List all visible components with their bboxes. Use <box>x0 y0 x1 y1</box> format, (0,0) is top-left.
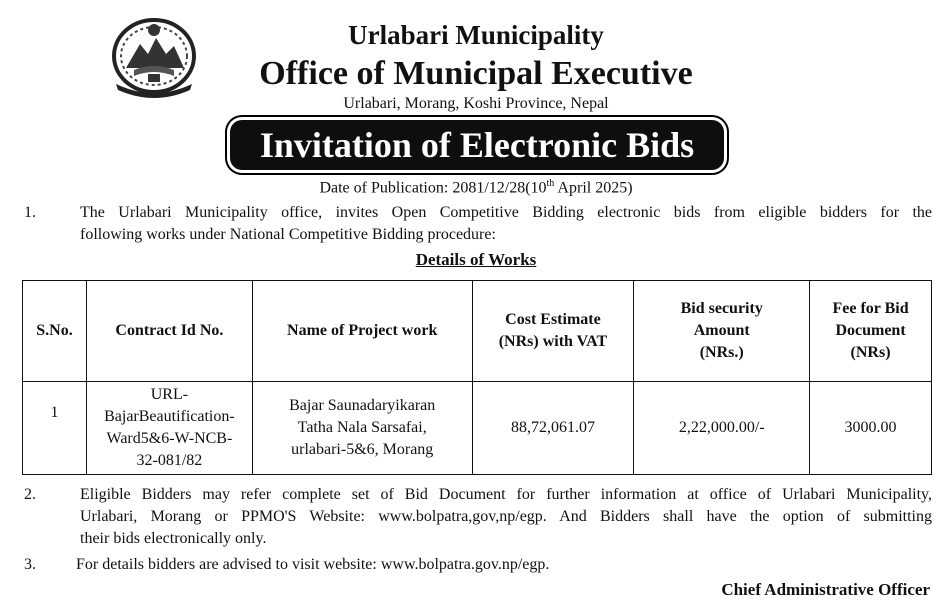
contract-line2: BajarBeautification- <box>104 408 235 425</box>
paragraph-1-line2: following works under National Competitive Bidding procedure: <box>80 226 496 243</box>
paragraph-1-number: 1. <box>24 204 36 221</box>
publication-date-sup: th <box>546 178 555 189</box>
cell-fee: 3000.00 <box>810 382 932 475</box>
table-header-row <box>23 281 932 382</box>
header-cost-line1: Cost Estimate <box>505 311 601 328</box>
paragraph-1-line1: The Urlabari Municipality office, invites Open Competitive Bidding electronic bids from eligible bidders for the <box>80 204 932 221</box>
paragraph-3-number: 3. <box>24 556 36 573</box>
contract-line3: Ward5&6-W-NCB- <box>106 430 233 447</box>
paragraph-2-line2: Urlabari, Morang or PPMO'S Website: www.bolpatra,gov,np/egp. And Bidders shall have the option of submitting <box>80 508 932 525</box>
paragraph-2-line3: their bids electronically only. <box>80 530 267 547</box>
contract-line4: 32-081/82 <box>136 452 203 469</box>
paragraph-2-line1: Eligible Bidders may refer complete set of Bid Document for further information at office of Urlabari Municipality, <box>80 486 932 503</box>
publication-date <box>0 178 952 197</box>
municipality-name: Urlabari Municipality <box>348 20 604 50</box>
header-security-line3: (NRs.) <box>699 344 744 361</box>
header-fee <box>810 281 932 382</box>
paragraph-2 <box>80 484 932 550</box>
paragraph-2-number: 2. <box>24 486 36 503</box>
cell-cost-estimate: 88,72,061.07 <box>472 382 634 475</box>
paragraph-3: For details bidders are advised to visit website: www.bolpatra.gov.np/egp. <box>76 556 550 573</box>
header-fee-line1: Fee for Bid <box>832 300 909 317</box>
cell-project-name <box>252 382 472 475</box>
cell-contract-id <box>86 382 252 475</box>
signatory-title: Chief Administrative Officer <box>721 580 930 599</box>
cell-bid-security: 2,22,000.00/- <box>634 382 810 475</box>
office-address: Urlabari, Morang, Koshi Province, Nepal <box>343 95 609 112</box>
project-line2: Tatha Nala Sarsafai, <box>297 419 427 436</box>
header-cost-line2: (NRs) with VAT <box>498 333 608 350</box>
details-of-works-title: Details of Works <box>415 250 537 269</box>
header-bid-security <box>634 281 810 382</box>
contract-line1: URL- <box>150 386 189 403</box>
header-security-line1: Bid security <box>680 300 763 317</box>
header-security-line2: Amount <box>693 322 750 339</box>
cell-sno: 1 <box>23 382 87 475</box>
project-line3: urlabari-5&6, Morang <box>291 441 434 458</box>
works-table <box>22 280 932 475</box>
publication-date-suffix: April 2025) <box>554 179 633 197</box>
header-contract-id: Contract Id No. <box>86 281 252 382</box>
header-fee-line3: (NRs) <box>850 344 891 361</box>
office-name: Office of Municipal Executive <box>259 55 693 92</box>
header-project-name: Name of Project work <box>252 281 472 382</box>
table-row <box>23 382 932 475</box>
header-cost-estimate <box>472 281 634 382</box>
header-sno: S.No. <box>23 281 87 382</box>
paragraph-1 <box>80 202 932 246</box>
publication-date-prefix: Date of Publication: 2081/12/28(10 <box>319 179 547 197</box>
header-fee-line2: Document <box>835 322 906 339</box>
notice-title-banner: Invitation of Electronic Bids <box>230 120 724 170</box>
project-line1: Bajar Saunadaryikaran <box>289 397 436 414</box>
